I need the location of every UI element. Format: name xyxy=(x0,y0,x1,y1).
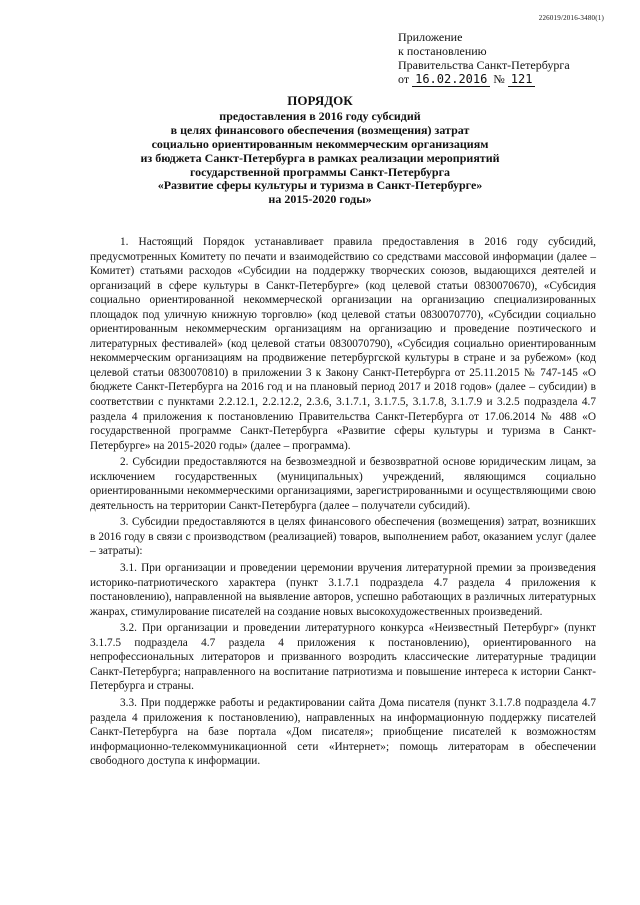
date-prefix: от xyxy=(398,72,410,86)
title-line: в целях финансового обеспечения (возмещения) затрат xyxy=(170,122,470,137)
paragraph-3-3: 3.3. При поддержке работы и редактировании сайта Дома писателя (пункт 3.1.7.8 подраздела 4.7 раздела 4 приложения к постановлению), направленных на информационную поддержку писателей Санкт-Петербурга на базе портала «Дом писателя»; приобщение писателей к возможностям информационно-телекоммуникационной сети «Интернет»; помощь литераторам в обеспечении свободного доступа к информации. xyxy=(90,696,596,768)
paragraph-3: 3. Субсидии предоставляются в целях финансового обеспечения (возмещения) затрат, возникших в 2016 году в связи с производством (реализацией) товаров, выполнением работ, оказанием услуг (далее – затраты): xyxy=(90,516,596,558)
document-title xyxy=(40,94,600,207)
title-line: «Развитие сферы культуры и туризма в Санкт-Петербурге» xyxy=(157,178,483,193)
document-number: 226019/2016-3480(1) xyxy=(538,14,604,22)
resolution-date: 16.02.2016 xyxy=(412,72,490,87)
appendix-label: Приложение xyxy=(398,30,463,44)
appendix-government: Правительства Санкт-Петербурга xyxy=(398,58,570,72)
title-line: социально ориентированным некоммерческим организациям xyxy=(151,136,489,151)
resolution-number: 121 xyxy=(508,72,536,87)
paragraph-2: 2. Субсидии предоставляются на безвозмездной и безвозвратной основе юридическим лицам, за исключением государственных (муниципальных) учреждений, являющимся социально ориентированными некоммерческими организациями, зарегистрированными и осуществляющими свою деятельность на территории Санкт-Петербурга (далее – получатели субсидий). xyxy=(90,456,596,512)
title-line: на 2015-2020 годы» xyxy=(268,192,372,207)
appendix-block xyxy=(398,30,570,86)
title-line: государственной программы Санкт-Петербурга xyxy=(189,164,451,179)
appendix-date-line xyxy=(398,72,570,86)
title-line: предоставления в 2016 году субсидий xyxy=(219,108,421,123)
appendix-resolution: к постановлению xyxy=(398,44,487,58)
title-heading: ПОРЯДОК xyxy=(287,93,353,108)
title-line: из бюджета Санкт-Петербурга в рамках реализации мероприятий xyxy=(140,150,500,165)
paragraph-1: 1. Настоящий Порядок устанавливает правила предоставления в 2016 году субсидий, предусмотренных Комитету по печати и взаимодействию со средствами массовой информации (далее – Комитет) статьями расходов «Субсидии на поддержку творческих союзов, выдающихся деятелей и организаций в сфере культуры в Санкт-Петербурге» (код целевой статьи 0830070670), «Субсидия социально ориентированной некоммерческой организации на организацию специализированных площадок под уличную книжную торговлю» (код целевой статьи 0830070770), «Субсидии социально ориентированным некоммерческим организациям на организацию и проведение поэтического и литературных фестивалей» (код целевой статьи 0830070790), «Субсидия социально ориентированным некоммерческим организациям на продвижение петербургской культуры в стране и за рубежом» (код целевой статьи 0830070810) в приложении 3 к Закону Санкт-Петербурга от 25.11.2015 № 747-145 «О бюджете Санкт-Петербурга на 2016 год и на плановый период 2017 и 2018 годов» (далее – субсидии) в соответствии с пунктами 2.2.12.1, 2.2.12.2, 2.3.6, 3.1.7.1, 3.1.7.5, 3.1.7.8, 3.1.7.9 и 3.2.5 подраздела 4.7 раздела 4 приложения к постановлению Правительства Санкт-Петербурга от 17.06.2014 № 488 «О государственной программе Санкт-Петербурга «Развитие сферы культуры и туризма в Санкт-Петербурге» на 2015-2020 годы» (далее – программа). xyxy=(90,236,596,452)
paragraph-3-2: 3.2. При организации и проведении литературного конкурса «Неизвестный Петербург» (пункт 3.1.7.5 подраздела 4.7 раздела 4 приложения к постановлению), ориентированного на непрофессиональных литераторов и призванного возродить классические литературные традиции Санкт-Петербурга; направленного на воспитание патриотизма и повышение интереса к истории Санкт-Петербурга и страны. xyxy=(90,622,596,693)
number-sign: № xyxy=(493,72,505,86)
document-body xyxy=(90,235,596,769)
paragraph-3-1: 3.1. При организации и проведении церемонии вручения литературной премии за произведения историко-патриотического характера (пункт 3.1.7.1 подраздела 4.7 раздела 4 приложения к постановлению), направленной на выявление авторов, успешно работающих в различных литературных жанрах, стимулирование писателей на создание новых высокохудожественных произведений. xyxy=(90,562,596,618)
